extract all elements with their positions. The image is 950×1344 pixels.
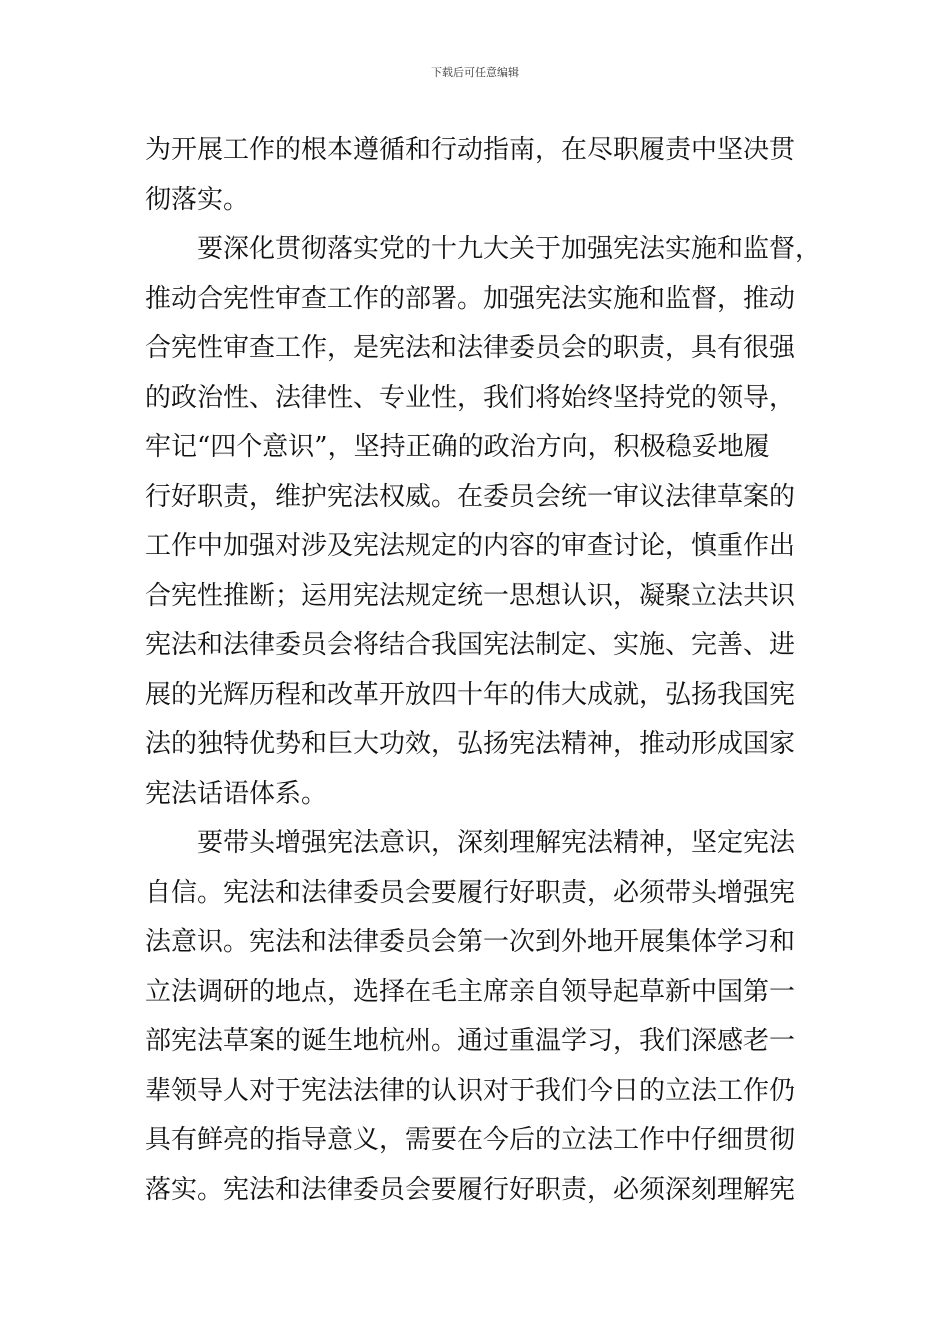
- text-line: 为开展工作的根本遵循和行动指南，在尽职履责中坚决贯: [145, 135, 796, 165]
- text-line: 展的光辉历程和改革开放四十年的伟大成就，弘扬我国宪: [145, 679, 796, 710]
- text-line: 彻落实。: [145, 184, 250, 215]
- page-header: 下载后可任意编辑: [431, 66, 519, 79]
- text-line: 要带头增强宪法意识，深刻理解宪法精神，坚定宪法: [145, 828, 796, 858]
- text-line: 辈领导人对于宪法法律的认识对于我们今日的立法工作仍: [145, 1075, 796, 1106]
- text-line: 宪法话语体系。: [145, 778, 328, 809]
- text-line: 具有鲜亮的指导意义，需要在今后的立法工作中仔细贯彻: [145, 1125, 796, 1155]
- text-line: 要深化贯彻落实党的十九大关于加强宪法实施和监督，: [145, 234, 822, 264]
- text-line: 部宪法草案的诞生地杭州。通过重温学习，我们深感老一: [145, 1026, 796, 1056]
- text-line: 宪法和法律委员会将结合我国宪法制定、实施、完善、进: [145, 630, 796, 660]
- text-line: 合宪性推断；运用宪法规定统一思想认识，凝聚立法共识: [145, 580, 796, 611]
- document-body: [145, 126, 845, 1215]
- text-line: 牢记“四个意识”，坚持正确的政治方向，积极稳妥地履: [145, 432, 770, 462]
- text-line: 推动合宪性审查工作的部署。加强宪法实施和监督，推动: [145, 283, 796, 314]
- text-line: 法的独特优势和巨大功效，弘扬宪法精神，推动形成国家: [145, 729, 796, 759]
- text-line: 的政治性、法律性、专业性，我们将始终坚持党的领导，: [145, 382, 796, 413]
- text-line: 合宪性审查工作，是宪法和法律委员会的职责，具有很强: [145, 333, 796, 363]
- text-line: 行好职责，维护宪法权威。在委员会统一审议法律草案的: [145, 481, 796, 512]
- text-line: 自信。宪法和法律委员会要履行好职责，必须带头增强宪: [145, 877, 796, 908]
- text-line: 工作中加强对涉及宪法规定的内容的审查讨论，慎重作出: [145, 531, 796, 561]
- text-line: 立法调研的地点，选择在毛主席亲自领导起草新中国第一: [145, 976, 796, 1007]
- text-line: 落实。宪法和法律委员会要履行好职责，必须深刻理解宪: [145, 1174, 796, 1205]
- text-line: 法意识。宪法和法律委员会第一次到外地开展集体学习和: [145, 927, 796, 957]
